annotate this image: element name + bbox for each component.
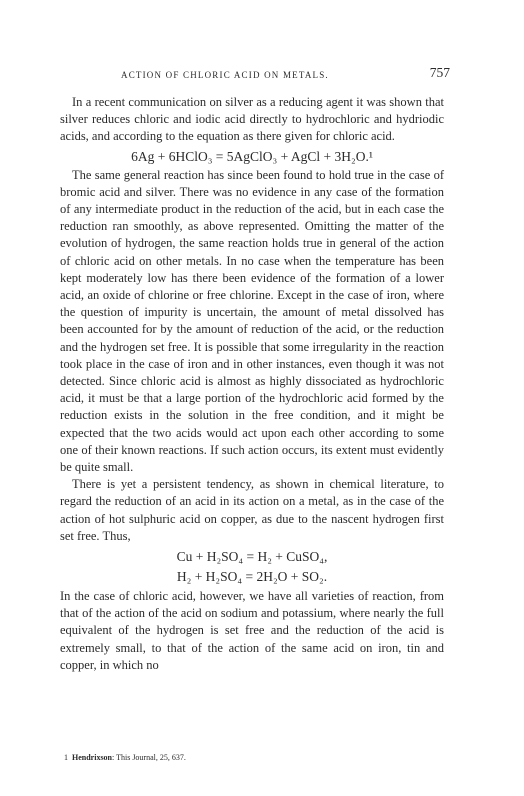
paragraph-general-reaction: The same general reaction has since been found to hold true in the case of bromic acid and silver. There was no evidence in any case of the formation of any intermediate product in the reduction of the acid, but in each case the reduction ran smoothly, as above represented. Omitting the matter of the evolution of hydrogen, the same reaction holds true in general of the action of chloric acid on other metals. In no case when the temperature has been kept moderately low has there been evidence of the formation of a lower acid, an oxide of chlorine or free chlorine. Except in the case of iron, where the question of impurity is uncertain, the amount of metal dissolved has been accounted for by the amount of reduction of the acid, or the reduction and the hydrogen set free. It is possible that some irregularity in the reaction took place in the case of iron and in other instances, even though it was not detected. Since chloric acid is almost as highly dissociated as hydrochloric acid, it must be that a large portion of the hydrochloric acid formed by the reduction exists in the solution in the free condition, and it might be expected that the two acids would act upon each other according to some one of their known reactions. If such action occurs, its extent must evidently be quite small. [60,167,444,475]
footnote [64,752,186,764]
footnote-citation: : This Journal, 25, 637. [112,753,186,762]
running-title: ACTION OF CHLORIC ACID ON METALS. [121,70,329,80]
page-number: 757 [429,65,450,80]
page-header [72,67,450,83]
footnote-author: Hendrixson [72,753,113,762]
equation-copper-2: H₂ + H₂SO₄ = 2H₂O + SO₂. [176,569,328,585]
paragraph-nascent-hydrogen: There is yet a persistent tendency, as shown in chemical literature, to regard the reduction of an acid in its action on a metal, as in the case of the action of hot sulphuric acid on copper, as due to the nascent hydrogen first set free. Thus, [60,477,444,543]
equation-silver-chloric: 6Ag + 6HClO₃ = 5AgClO₃ + AgCl + 3H₂O.¹ [131,148,373,164]
paragraph-silver-reduction: In a recent communication on silver as a reducing agent it was shown that silver reduces chloric and iodic acid directly to hydrochloric and hydriodic acids, and according to the equation as there given for chloric acid. [60,95,444,144]
paragraph-chloric-varieties: In the case of chloric acid, however, we have all varieties of reaction, from that of the action of the acid on sodium and potassium, where nearly the full equivalent of the hydrogen is set free and the reduction of the acid is extremely small, to that of the action of the same acid on iron, tin and copper, in which no [60,589,444,672]
body-text [60,94,444,674]
equation-copper-1: Cu + H₂SO₄ = H₂ + CuSO₄, [176,549,328,565]
equation-block-copper [60,547,444,586]
footnote-number: 1 [64,753,68,762]
